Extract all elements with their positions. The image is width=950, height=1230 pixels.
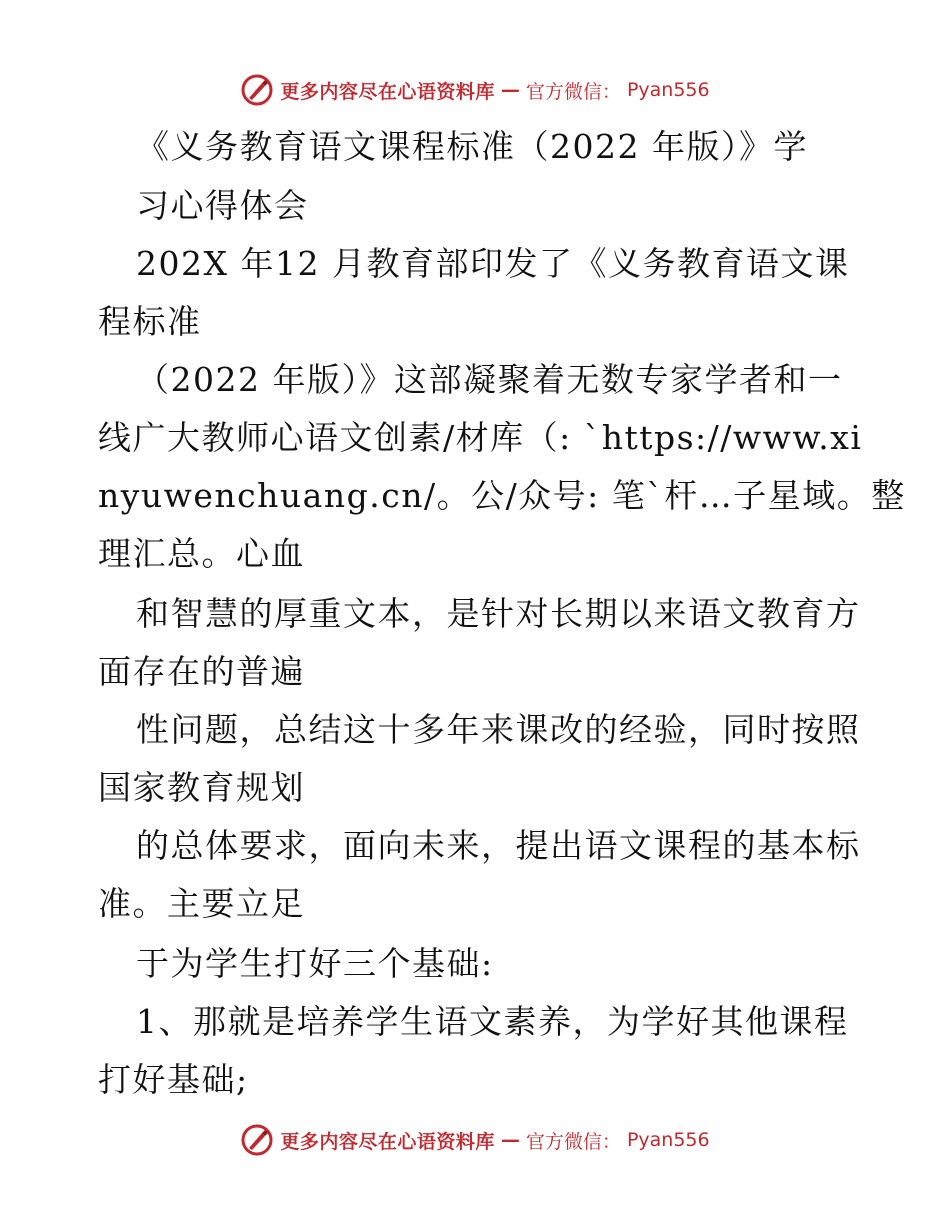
- paragraph-line: 理汇总。心血: [98, 534, 305, 573]
- watermark-title: 更多内容尽在心语资料库: [280, 80, 495, 103]
- paragraph-line: 1、那就是培养学生语文素养，为学好其他课程: [136, 1002, 849, 1041]
- watermark-separator: —: [500, 79, 520, 101]
- paragraph-line: 程标准: [98, 302, 202, 341]
- paragraph-line: nyuwenchuang.cn/。公/众号: 笔`杆…子星域。整: [98, 476, 906, 515]
- watermark-title: 更多内容尽在心语资料库: [280, 1130, 495, 1153]
- paragraph-line: 线广大教师心语文创素/材库（: `https://www.xi: [98, 418, 863, 457]
- paragraph-line: 国家教育规划: [98, 768, 305, 807]
- paragraph-line: 的总体要求，面向未来，提出语文课程的基本标: [136, 826, 861, 865]
- footer-watermark: [0, 1118, 950, 1162]
- pen-logo-icon: [240, 73, 274, 107]
- watermark-wechat-id: Pyan556: [626, 1129, 710, 1151]
- paragraph-line: 打好基础;: [98, 1060, 249, 1099]
- pen-logo-icon: [240, 1123, 274, 1157]
- watermark-wechat-id: Pyan556: [626, 79, 710, 101]
- header-watermark: [0, 68, 950, 112]
- paragraph-line: 准。主要立足: [98, 884, 305, 923]
- watermark-separator: —: [500, 1129, 520, 1151]
- paragraph-line: 和智慧的厚重文本，是针对长期以来语文教育方: [136, 594, 861, 633]
- watermark-wechat-label: 官方微信：: [525, 1130, 621, 1153]
- watermark-wechat-label: 官方微信：: [525, 80, 621, 103]
- paragraph-line: 面存在的普遍: [98, 652, 305, 691]
- paragraph-line: 于为学生打好三个基础:: [136, 944, 494, 983]
- paragraph-line: （2022 年版）》这部凝聚着无数专家学者和一: [136, 360, 843, 399]
- paragraph-line: 性问题，总结这十多年来课改的经验，同时按照: [136, 710, 861, 749]
- title-line-1: 《义务教育语文课程标准（2022 年版）》学: [136, 127, 808, 166]
- paragraph-line: 202X 年12 月教育部印发了《义务教育语文课: [136, 244, 850, 283]
- title-line-2: 习心得体会: [136, 186, 309, 225]
